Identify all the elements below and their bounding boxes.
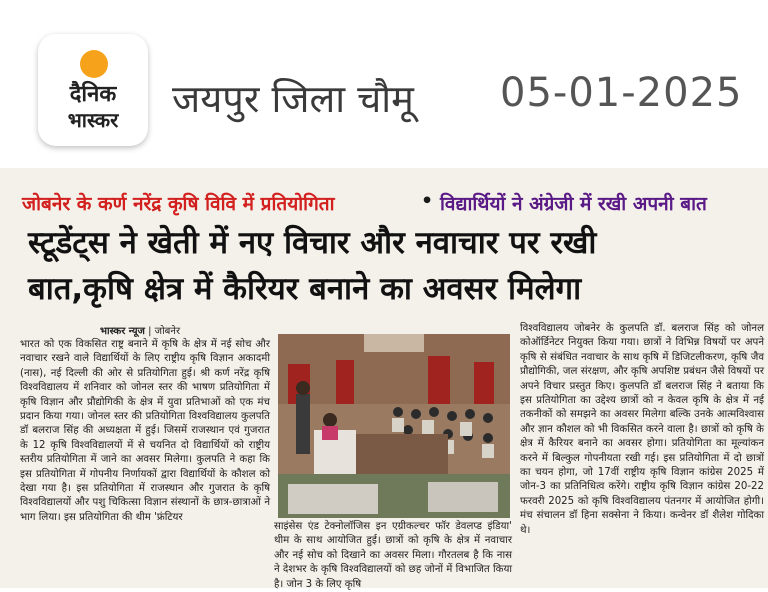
byline: [100, 323, 180, 337]
event-photo-illustration: [278, 334, 510, 518]
event-photo: [278, 334, 510, 518]
logo-text-line1: दैनिक: [69, 82, 117, 107]
byline-place: | जोबनेर: [148, 326, 181, 337]
sun-icon: [80, 50, 108, 78]
byline-source: भास्कर न्यूज: [100, 326, 145, 337]
article-column-1: भारत को एक विकसित राष्ट्र बनाने में कृषि के क्षेत्र में नई सोच और नवाचार रखने वाले विद्यार्थियों के लिए राष्ट्रीय कृषि विज्ञान अकादमी (नास), नई दिल्ली की ओर से प्रतियोगिता हुई। श्री कर्ण नरेंद्र कृषि विश्वविद्यालय में शनिवार को जोनल स्तर की भाषण प्रतियोगिता में कृषि विज्ञान और प्रौद्योगिकी के क्षेत्र में युवा प्रतिभाओं को एक मंच प्रदान किया गया। जोनल स्तर की प्रतियोगिता विश्वविद्यालय कुलपति डॉ बलराज सिंह की अध्यक्षता में हुई। जिसमें राजस्थान एवं गुजरात के 12 कृषि विश्वविद्यालयों में से चयनित दो विद्यार्थियों को राष्ट्रीय स्तरीय प्रतियोगिता में जाने का अवसर मिलेगा। कुलपति ने कहा कि इस प्रतियोगिता में गोपनीय निर्णायकों द्वारा विद्यार्थियों के कौशल को देखा गया है। इस प्रतियोगिता में राजस्थान और गुजरात के कृषि विश्वविद्यालयों और पशु चिकित्सा विज्ञान संस्थानों के छात्र-छात्राओं ने भाग लिया। इस प्रतियोगिता की थीम 'फ्रंटियर: [20, 339, 270, 523]
article-column-2: साइंसेस एंड टेक्नोलॉजिस इन एग्रीकल्चर फॉर डेवलप्ड इंडिया' थीम के साथ आयोजित हुई। छात्रों को कृषि के क्षेत्र में नवाचार और नई सोच को दिखाने का अवसर मिला। गौरतलब है कि नास ने देशभर के कृषि विश्वविद्यालयों को छह जोनों में विभाजित किया है। जोन 3 के लिए कृषि: [274, 521, 512, 590]
logo-text-line2: भास्कर: [67, 108, 119, 132]
edition-title: जयपुर जिला चौमू: [172, 77, 414, 121]
headline-line-2: बात,कृषि क्षेत्र में कैरियर बनाने का अवसर मिलेगा: [28, 271, 582, 307]
kicker-separator: •: [421, 190, 434, 212]
kicker-location: जोबनेर के कर्ण नरेंद्र कृषि विवि में प्रतियोगिता: [22, 193, 335, 215]
headline-line-1: स्टूडेंट्स ने खेती में नए विचार और नवाचार पर रखी: [28, 225, 597, 261]
article-column-3: विश्वविद्यालय जोबनेर के कुलपति डॉ. बलराज सिंह को जोनल कोऑर्डिनेटर नियुक्त किया गया। छात्रों ने विभिन्न विषयों पर अपने कृषि से संबंधित नवाचार के साथ कृषि में डिजिटलीकरण, कृषि जैव प्रौद्योगिकी, जल संरक्षण, और कृषि अपशिष्ट प्रबंधन जैसे विषयों पर अपने विचार प्रस्तुत किए। कुलपति डॉ बलराज सिंह ने बताया कि इस प्रतियोगिता का उद्देश्य छात्रों को न केवल कृषि के क्षेत्र में नई तकनीकों को समझने का अवसर मिलेगा बल्कि उनके आत्मविश्वास और ज्ञान कौशल को भी विकसित करने वाला है। छात्रों को कृषि के क्षेत्र में कैरियर बनाने का अवसर होगा। प्रतियोगिता का मूल्यांकन करने में बिल्कुल गोपनीयता रखी गई। इस प्रतियोगिता में दो छात्रों का चयन होगा, जो 17वीं राष्ट्रीय कृषि विज्ञान कांग्रेस 2025 में जोन-3 का प्रतिनिधित्व करेंगे। राष्ट्रीय कृषि विज्ञान कांग्रेस 20-22 फरवरी 2025 को कृषि विश्वविद्यालय पंतनगर में आयोजित होगी। मंच संचालन डॉ हिना सक्सेना ने किया। कन्वेनर डॉ शैलेश गोदिका थे।: [520, 323, 764, 536]
header-bar: [0, 0, 768, 150]
edition-date: 05-01-2025: [500, 70, 743, 116]
dainik-bhaskar-logo: [38, 34, 148, 146]
kicker-subhead: विद्यार्थियों ने अंग्रेजी में रखी अपनी बात: [440, 193, 707, 215]
